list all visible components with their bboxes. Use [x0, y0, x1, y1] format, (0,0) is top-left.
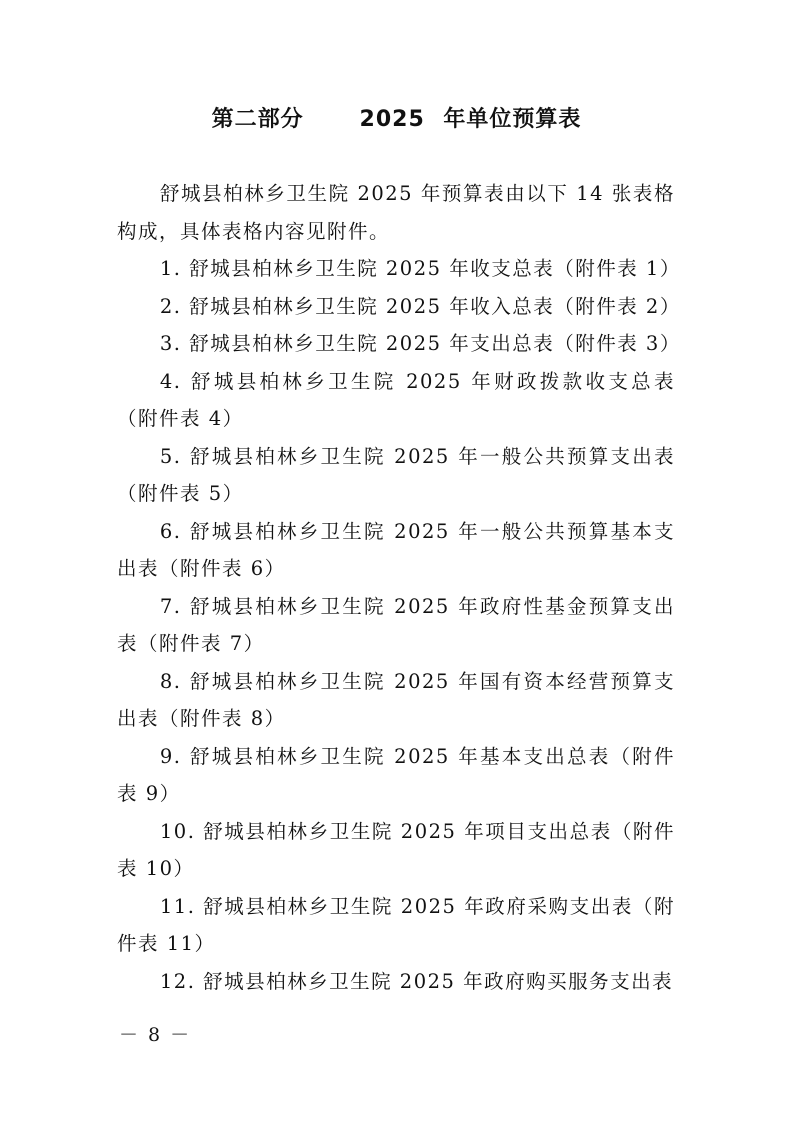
list-item-9: 9. 舒城县柏林乡卫生院 2025 年基本支出总表（附件表 9）	[117, 744, 675, 805]
document-body	[117, 175, 681, 1000]
list-item-7: 7. 舒城县柏林乡卫生院 2025 年政府性基金预算支出表（附件表 7）	[117, 594, 675, 655]
list-item-12: 12. 舒城县柏林乡卫生院 2025 年政府购买服务支出表	[159, 969, 674, 993]
list-item-3: 3. 舒城县柏林乡卫生院 2025 年支出总表（附件表 3）	[159, 332, 681, 355]
list-item-5: 5. 舒城县柏林乡卫生院 2025 年一般公共预算支出表（附件表 5）	[117, 444, 675, 505]
section-title: 第二部分 2025 年单位预算表	[211, 107, 582, 132]
list-item-6: 6. 舒城县柏林乡卫生院 2025 年一般公共预算基本支出表（附件表 6）	[117, 519, 675, 580]
list-item-2: 2. 舒城县柏林乡卫生院 2025 年收入总表（附件表 2）	[159, 294, 681, 318]
intro-paragraph: 舒城县柏林乡卫生院 2025 年预算表由以下 14 张表格构成，具体表格内容见附件。	[117, 182, 675, 243]
list-item-1: 1. 舒城县柏林乡卫生院 2025 年收支总表（附件表 1）	[159, 257, 681, 280]
list-item-11: 11. 舒城县柏林乡卫生院 2025 年政府采购支出表（附件表 11）	[117, 894, 675, 955]
list-item-4: 4. 舒城县柏林乡卫生院 2025 年财政拨款收支总表（附件表 4）	[117, 369, 675, 430]
page-number: － 8 －	[119, 1024, 192, 1046]
list-item-8: 8. 舒城县柏林乡卫生院 2025 年国有资本经营预算支出表（附件表 8）	[117, 669, 675, 730]
list-item-10: 10. 舒城县柏林乡卫生院 2025 年项目支出总表（附件表 10）	[117, 819, 675, 880]
